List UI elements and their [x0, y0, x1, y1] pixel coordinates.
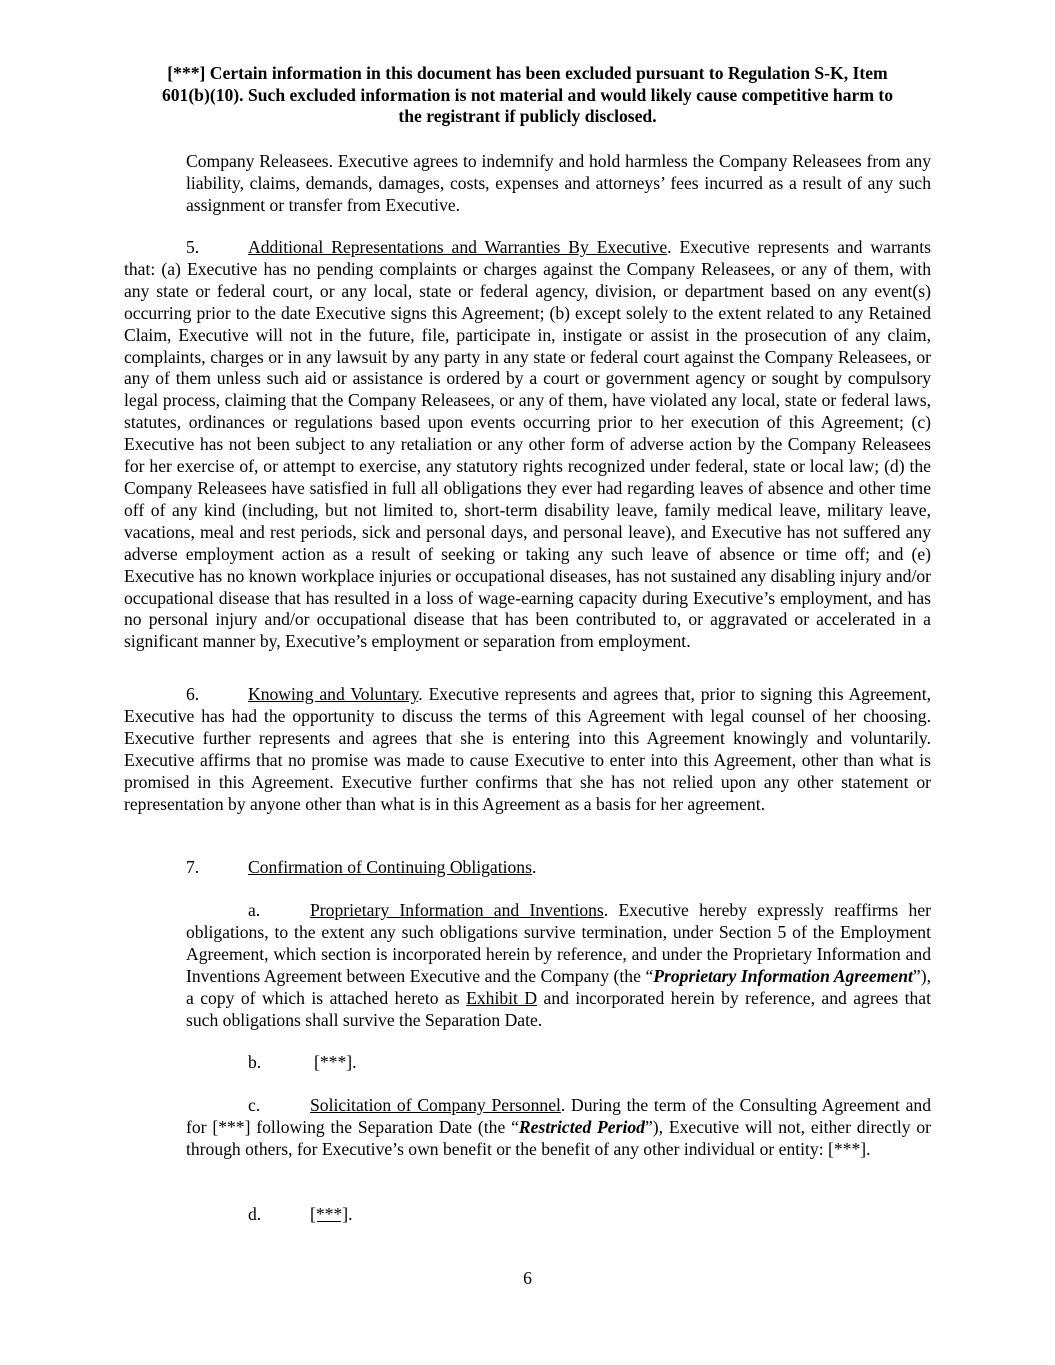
- section-5-number: 5.: [186, 237, 200, 257]
- item-c-defined-term: Restricted Period: [518, 1116, 645, 1137]
- item-b-letter: b.: [248, 1052, 262, 1072]
- continuation-paragraph: Company Releasees. Executive agrees to indemnify and hold harmless the Company Releasees from any liability, claims, demands, damages, costs, expenses and attorneys’ fees incurred as a result of any such assignment or transfer from Executive.: [186, 151, 931, 215]
- item-a-defined-term: Proprietary Information Agreement: [653, 965, 913, 986]
- legend-line-2: 601(b)(10). Such excluded information is not material and would likely cause competitive harm to: [161, 84, 894, 105]
- section-6-title: Knowing and Voluntary: [248, 684, 419, 704]
- exhibit-d-reference: Exhibit D: [466, 987, 538, 1008]
- section-7-heading: [124, 857, 931, 879]
- item-d-title: [***]: [310, 1204, 349, 1224]
- item-c-title: Solicitation of Company Personnel: [310, 1095, 561, 1115]
- item-d-paragraph: [186, 1204, 931, 1226]
- item-b-paragraph: [186, 1052, 931, 1074]
- section-5-title: Additional Representations and Warranties By Executive: [248, 237, 668, 257]
- section-6-number: 6.: [186, 684, 200, 704]
- item-c-letter: c.: [248, 1095, 261, 1115]
- section-6-paragraph: [124, 684, 931, 815]
- section-5-body: . Executive represents and warrants that: (a) Executive has no pending complaints or charges against the Company Releasees, or any of them, with any state or federal court, or any local, state or federal agency, division, or department based on any event(s) occurring prior to the date Executive signs this Agreement; (b) except solely to the extent related to any Retained Claim, Executive will not in the future, file, participate in, instigate or assist in the prosecution of any claim, complaints, charges or in any lawsuit by any party in any state or federal court against the Company Releasees, or any of them unless such aid or assistance is ordered by a court or government agency or sought by compulsory legal process, claiming that the Company Releasees, or any of them, have violated any local, state or federal laws, statutes, ordinances or regulations based upon events occurring prior to her execution of this Agreement; (c) Executive has not been subject to any retaliation or any other form of adverse action by the Company Releasees for her exercise of, or attempt to exercise, any statutory rights recognized under federal, state or local law; (d) the Company Releasees have satisfied in full all obligations they ever had regarding leaves of absence and other time off of any kind (including, but not limited to, short-term disability leave, family medical leave, military leave, vacations, meal and rest periods, sick and personal days, and personal leave), and Executive has not suffered any adverse employment action as a result of seeking or taking any such leave of absence or time off; and (e) Executive has no known workplace injuries or occupational diseases, has not sustained any disabling injury and/or occupational disease that has resulted in a loss of wage-earning capacity during Executive’s employment, and has no personal injury and/or occupational disease that has been contributed to, or aggravated or accelerated in a significant manner by, Executive’s employment or separation from employment.: [124, 237, 931, 652]
- legend-line-3: the registrant if publicly disclosed.: [398, 106, 657, 126]
- section-6-body: . Executive represents and agrees that, prior to signing this Agreement, Executive has had the opportunity to discuss the terms of this Agreement with legal counsel of her choosing. Executive further represents and agrees that she is entering into this Agreement knowingly and voluntarily. Executive affirms that no promise was made to cause Executive to enter into this Agreement, other than what is promised in this Agreement. Executive further confirms that she has not relied upon any other statement or representation by anyone other than what is in this Agreement as a basis for her agreement.: [124, 684, 932, 814]
- item-d-end: .: [348, 1204, 353, 1224]
- section-7-title: Confirmation of Continuing Obligations: [248, 857, 532, 877]
- item-c-body-2: ”), Executive will not, either directly or through others, for Executive’s own benefit or the benefit of any other individual or entity: [***].: [186, 1116, 931, 1159]
- item-c-body-1: . During the term of the Consulting Agreement and for [***] following the Separation Date (the “: [186, 1095, 931, 1137]
- confidentiality-legend: [124, 63, 931, 128]
- item-a-letter: a.: [248, 900, 261, 920]
- item-c-paragraph: [186, 1095, 931, 1161]
- legend-line-1: [***] Certain information in this document has been excluded pursuant to Regulation S-K, Item: [167, 63, 888, 83]
- section-5-paragraph: [124, 237, 931, 653]
- item-a-title: Proprietary Information and Inventions: [310, 900, 604, 920]
- item-b-body: [***].: [314, 1052, 357, 1072]
- item-a-body-3: and incorporated herein by reference, and agrees that such obligations shall survive the Separation Date.: [186, 987, 931, 1030]
- item-a-paragraph: [186, 900, 931, 1031]
- item-a-body-1: . Executive hereby expressly reaffirms her obligations, to the extent any such obligations survive termination, under Section 5 of the Employment Agreement, which section is incorporated herein by reference, and under the Proprietary Information and Inventions Agreement between Executive and the Company (the “: [186, 900, 931, 986]
- section-7-number: 7.: [186, 857, 200, 877]
- page-number: 6: [523, 1268, 532, 1288]
- item-d-letter: d.: [248, 1204, 262, 1224]
- item-a-body-2: ”), a copy of which is attached hereto as: [186, 965, 931, 1008]
- section-7-end: .: [531, 857, 537, 877]
